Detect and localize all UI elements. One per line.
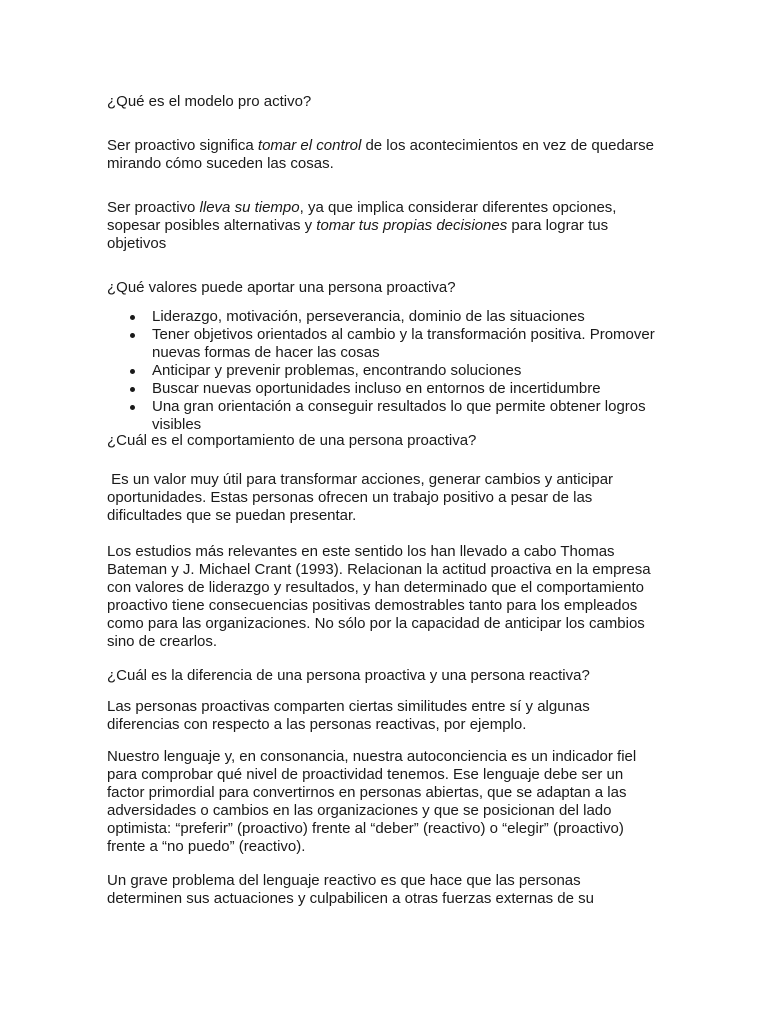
heading-question-2: ¿Qué valores puede aportar una persona proactiva? [107, 279, 456, 296]
paragraph-2-line-3: objetivos [107, 235, 167, 252]
bullet-item: Buscar nuevas oportunidades incluso en entornos de incertidumbre [107, 380, 667, 398]
paragraph-1 [107, 137, 667, 173]
paragraph-2 [107, 199, 667, 253]
bullet-item: Tener objetivos orientados al cambio y la transformación positiva. Promover nuevas formas de hacer las cosas [107, 326, 667, 362]
bullet-dot-icon [130, 387, 135, 392]
bullet-dot-icon [130, 405, 135, 410]
bullet-item: Una gran orientación a conseguir resultados lo que permite obtener logros visibles [107, 398, 667, 434]
values-bullet-list [107, 308, 667, 434]
paragraph-3: Es un valor muy útil para transformar acciones, generar cambios y anticipar oportunidades. Estas personas ofrecen un trabajo positivo a pesar de las dificultades que se puedan presentar. [107, 471, 614, 524]
paragraph-5: Las personas proactivas comparten ciertas similitudes entre sí y algunas diferencias con respecto a las personas reactivas, por ejemplo. [107, 698, 590, 733]
paragraph-2-line-2: sopesar posibles alternativas y tomar tus propias decisiones para lograr tus [107, 217, 609, 234]
paragraph-2-line-1: Ser proactivo lleva su tiempo, ya que implica considerar diferentes opciones, [107, 199, 617, 216]
heading-question-3: ¿Cuál es el comportamiento de una persona proactiva? [107, 432, 477, 449]
emphasis-text: tomar tus propias decisiones [316, 217, 508, 234]
paragraph-7: Un grave problema del lenguaje reactivo es que hace que las personas determinen sus actuaciones y culpabilicen a otras fuerzas externas de su [107, 872, 594, 907]
paragraph-4: Los estudios más relevantes en este sentido los han llevado a cabo Thomas Bateman y J. Michael Crant (1993). Relacionan la actitud proactiva en la empresa con valores de liderazgo y resultados, y han determinado que el comportamiento proactivo tiene consecuencias positivas demostrables tanto para los empleados como para las organizaciones. No sólo por la capacidad de anticipar los cambios sino de crearlos. [107, 543, 651, 650]
bullet-dot-icon [130, 369, 135, 374]
emphasis-text: lleva su tiempo [199, 199, 300, 216]
bullet-item: Liderazgo, motivación, perseverancia, dominio de las situaciones [107, 308, 667, 326]
paragraph-6: Nuestro lenguaje y, en consonancia, nuestra autoconciencia es un indicador fiel para comprobar qué nivel de proactividad tenemos. Ese lenguaje debe ser un factor primordial para convertirnos en personas abiertas, que se adaptan a las adversidades o cambios en las organizaciones y que se posicionan del lado optimista: “preferir” (proactivo) frente al “deber” (reactivo) o “elegir” (proactivo) frente a “no puedo” (reactivo). [107, 748, 637, 855]
bullet-item: Anticipar y prevenir problemas, encontrando soluciones [107, 362, 667, 380]
heading-question-4: ¿Cuál es la diferencia de una persona proactiva y una persona reactiva? [107, 667, 590, 684]
paragraph-1-line-2: mirando cómo suceden las cosas. [107, 155, 334, 172]
emphasis-text: tomar el control [257, 137, 362, 154]
bullet-dot-icon [130, 333, 135, 338]
paragraph-1-line-1: Ser proactivo significa tomar el control de los acontecimientos en vez de quedarse [107, 137, 654, 154]
bullet-dot-icon [130, 315, 135, 320]
heading-question-1: ¿Qué es el modelo pro activo? [107, 93, 312, 110]
